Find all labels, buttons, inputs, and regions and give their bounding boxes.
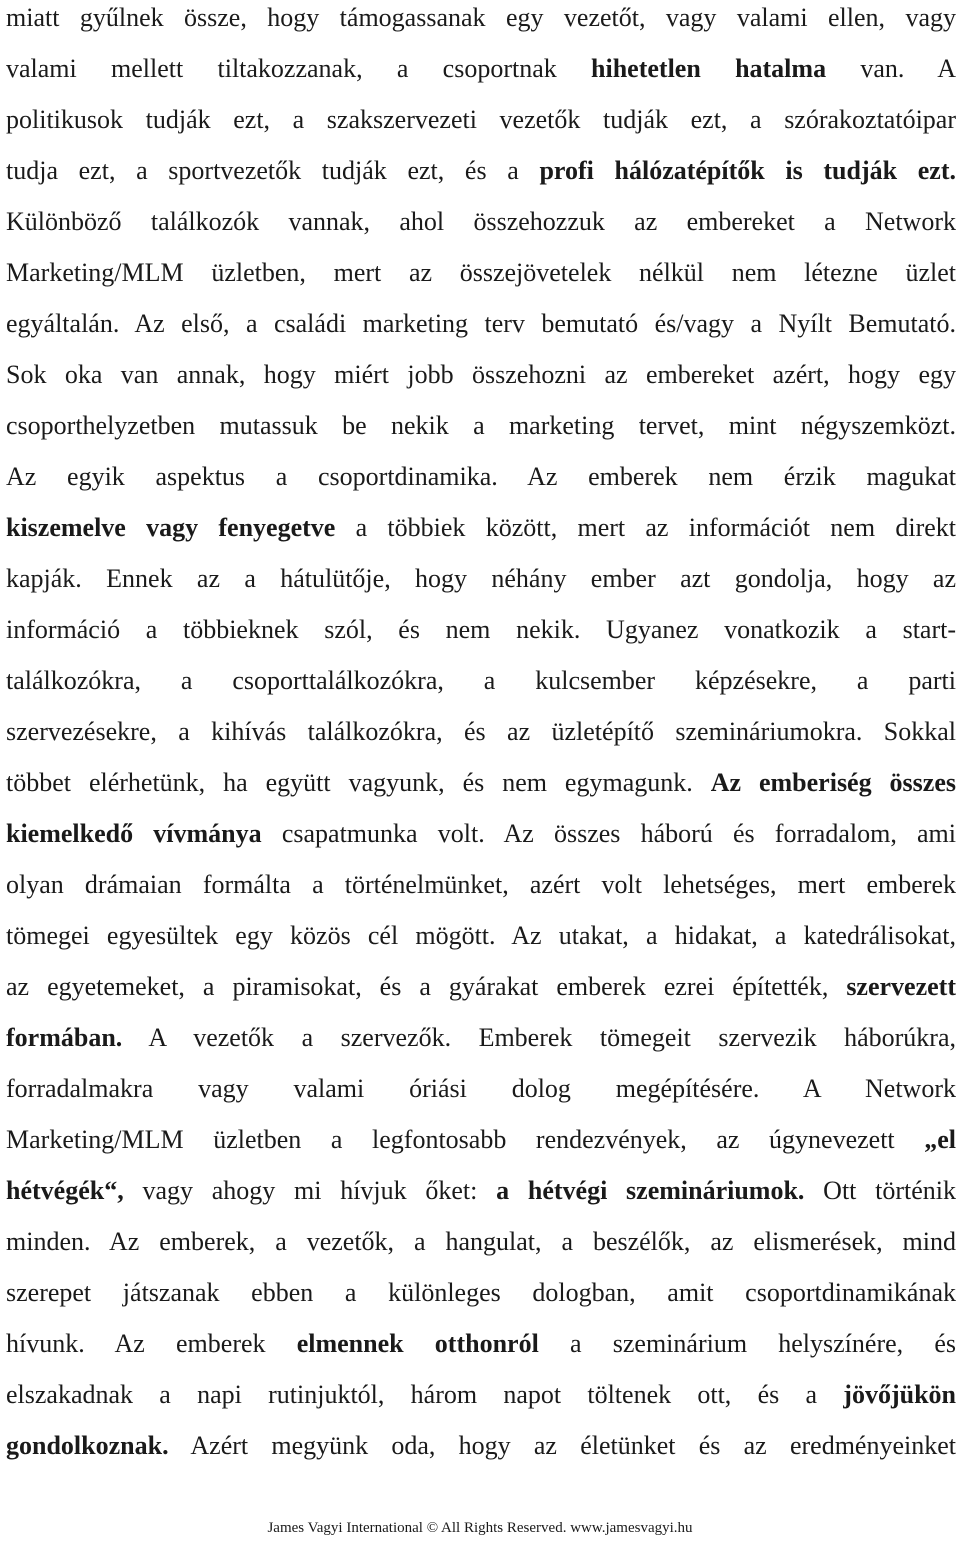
bold-text-segment: szervezett [846, 972, 956, 1001]
text-segment: többet elérhetünk, ha együtt vagyunk, és nem egymagunk. [6, 768, 711, 797]
text-segment: minden. Az emberek, a vezetők, a hangulat, a beszélők, az elismerések, mind [6, 1227, 956, 1256]
text-line [6, 0, 956, 43]
text-line [6, 808, 956, 859]
text-segment: Különböző találkozók vannak, ahol összehozzuk az embereket a Network [6, 207, 956, 236]
text-line [6, 655, 956, 706]
bold-text-segment: a hétvégi szemináriumok. [496, 1176, 805, 1205]
bold-text-segment: Az emberiség összes [710, 768, 956, 797]
text-line [6, 1369, 956, 1420]
text-segment: politikusok tudják ezt, a szakszervezeti vezetők tudják ezt, a szórakoztatóipar [6, 105, 956, 134]
text-segment: tömegei egyesültek egy közös cél mögött. Az utakat, a hidakat, a katedrálisokat, [6, 921, 956, 950]
text-segment: van. A [826, 54, 956, 83]
text-line [6, 43, 956, 94]
text-line [6, 298, 956, 349]
text-segment: csapatmunka volt. Az összes háború és forradalom, ami [261, 819, 956, 848]
text-segment: Azért megyünk oda, hogy az életünket és az eredményeinket [168, 1431, 956, 1460]
text-segment: miatt gyűlnek össze, hogy támogassanak egy vezetőt, vagy valami ellen, vagy [6, 3, 956, 32]
bold-text-segment: elmennek otthonról [296, 1329, 539, 1358]
bold-text-segment: hihetetlen hatalma [591, 54, 827, 83]
text-line [6, 1318, 956, 1369]
document-body-text [6, 0, 956, 1471]
text-segment: az egyetemeket, a piramisokat, és a gyárakat emberek ezrei építették, [6, 972, 847, 1001]
text-segment: A vezetők a szervezők. Emberek tömegeit szervezik háborúkra, [122, 1023, 956, 1052]
text-line [6, 1165, 956, 1216]
text-segment: csoporthelyzetben mutassuk be nekik a marketing tervet, mint négyszemközt. [6, 411, 956, 440]
text-segment: elszakadnak a napi rutinjuktól, három napot töltenek ott, és a [6, 1380, 844, 1409]
text-segment: Marketing/MLM üzletben, mert az összejövetelek nélkül nem létezne üzlet [6, 258, 956, 287]
text-line [6, 145, 956, 196]
text-segment: szerepet játszanak ebben a különleges dologban, amit csoportdinamikának [6, 1278, 956, 1307]
text-line [6, 247, 956, 298]
bold-text-segment: profi hálózatépítők is tudják ezt. [539, 156, 956, 185]
text-segment: Az egyik aspektus a csoportdinamika. Az emberek nem érzik magukat [6, 462, 956, 491]
text-line [6, 859, 956, 910]
text-segment: forradalmakra vagy valami óriási dolog megépítésére. A Network [6, 1074, 956, 1103]
text-segment: információ a többieknek szól, és nem nekik. Ugyanez vonatkozik a start- [6, 615, 956, 644]
text-line [6, 349, 956, 400]
text-segment: valami mellett tiltakozzanak, a csoportnak [6, 54, 592, 83]
text-line [6, 1216, 956, 1267]
text-line [6, 961, 956, 1012]
text-line [6, 502, 956, 553]
text-segment: tudja ezt, a sportvezetők tudják ezt, és a [6, 156, 540, 185]
text-line [6, 706, 956, 757]
text-line [6, 604, 956, 655]
text-segment: szervezésekre, a kihívás találkozókra, és az üzletépítő szemináriumokra. Sokkal [6, 717, 956, 746]
document-page [6, 0, 956, 1471]
text-line [6, 1114, 956, 1165]
bold-text-segment: kiszemelve vagy fenyegetve [6, 513, 336, 542]
text-line [6, 1420, 956, 1471]
text-segment: a szeminárium helyszínére, és [538, 1329, 956, 1358]
text-line [6, 1012, 956, 1063]
bold-text-segment: hétvégék“, [6, 1176, 124, 1205]
bold-text-segment: kiemelkedő vívmánya [6, 819, 262, 848]
text-line [6, 757, 956, 808]
text-segment: vagy ahogy mi hívjuk őket: [123, 1176, 497, 1205]
text-line [6, 451, 956, 502]
bold-text-segment: formában. [6, 1023, 123, 1052]
text-segment: Sok oka van annak, hogy miért jobb összehozni az embereket azért, hogy egy [6, 360, 956, 389]
text-line [6, 94, 956, 145]
text-line [6, 400, 956, 451]
bold-text-segment: gondolkoznak. [6, 1431, 169, 1460]
text-line [6, 1267, 956, 1318]
text-segment: egyáltalán. Az első, a családi marketing terv bemutató és/vagy a Nyílt Bemutató. [6, 309, 956, 338]
text-segment: a többiek között, mert az információt nem direkt [335, 513, 956, 542]
text-line [6, 553, 956, 604]
text-line [6, 196, 956, 247]
text-segment: találkozókra, a csoporttalálkozókra, a kulcsember képzésekre, a parti [6, 666, 956, 695]
page-footer: James Vagyi International © All Rights Reserved. www.jamesvagyi.hu [267, 1520, 693, 1536]
text-segment: kapják. Ennek az a hátulütője, hogy néhány ember azt gondolja, hogy az [6, 564, 956, 593]
text-segment: Marketing/MLM üzletben a legfontosabb rendezvények, az úgynevezett [6, 1125, 925, 1154]
text-line [6, 910, 956, 961]
text-line [6, 1063, 956, 1114]
text-segment: olyan drámaian formálta a történelmünket, azért volt lehetséges, mert emberek [6, 870, 956, 899]
bold-text-segment: „el [924, 1125, 956, 1154]
text-segment: Ott történik [804, 1176, 956, 1205]
bold-text-segment: jövőjükön [843, 1380, 956, 1409]
text-segment: hívunk. Az emberek [6, 1329, 297, 1358]
